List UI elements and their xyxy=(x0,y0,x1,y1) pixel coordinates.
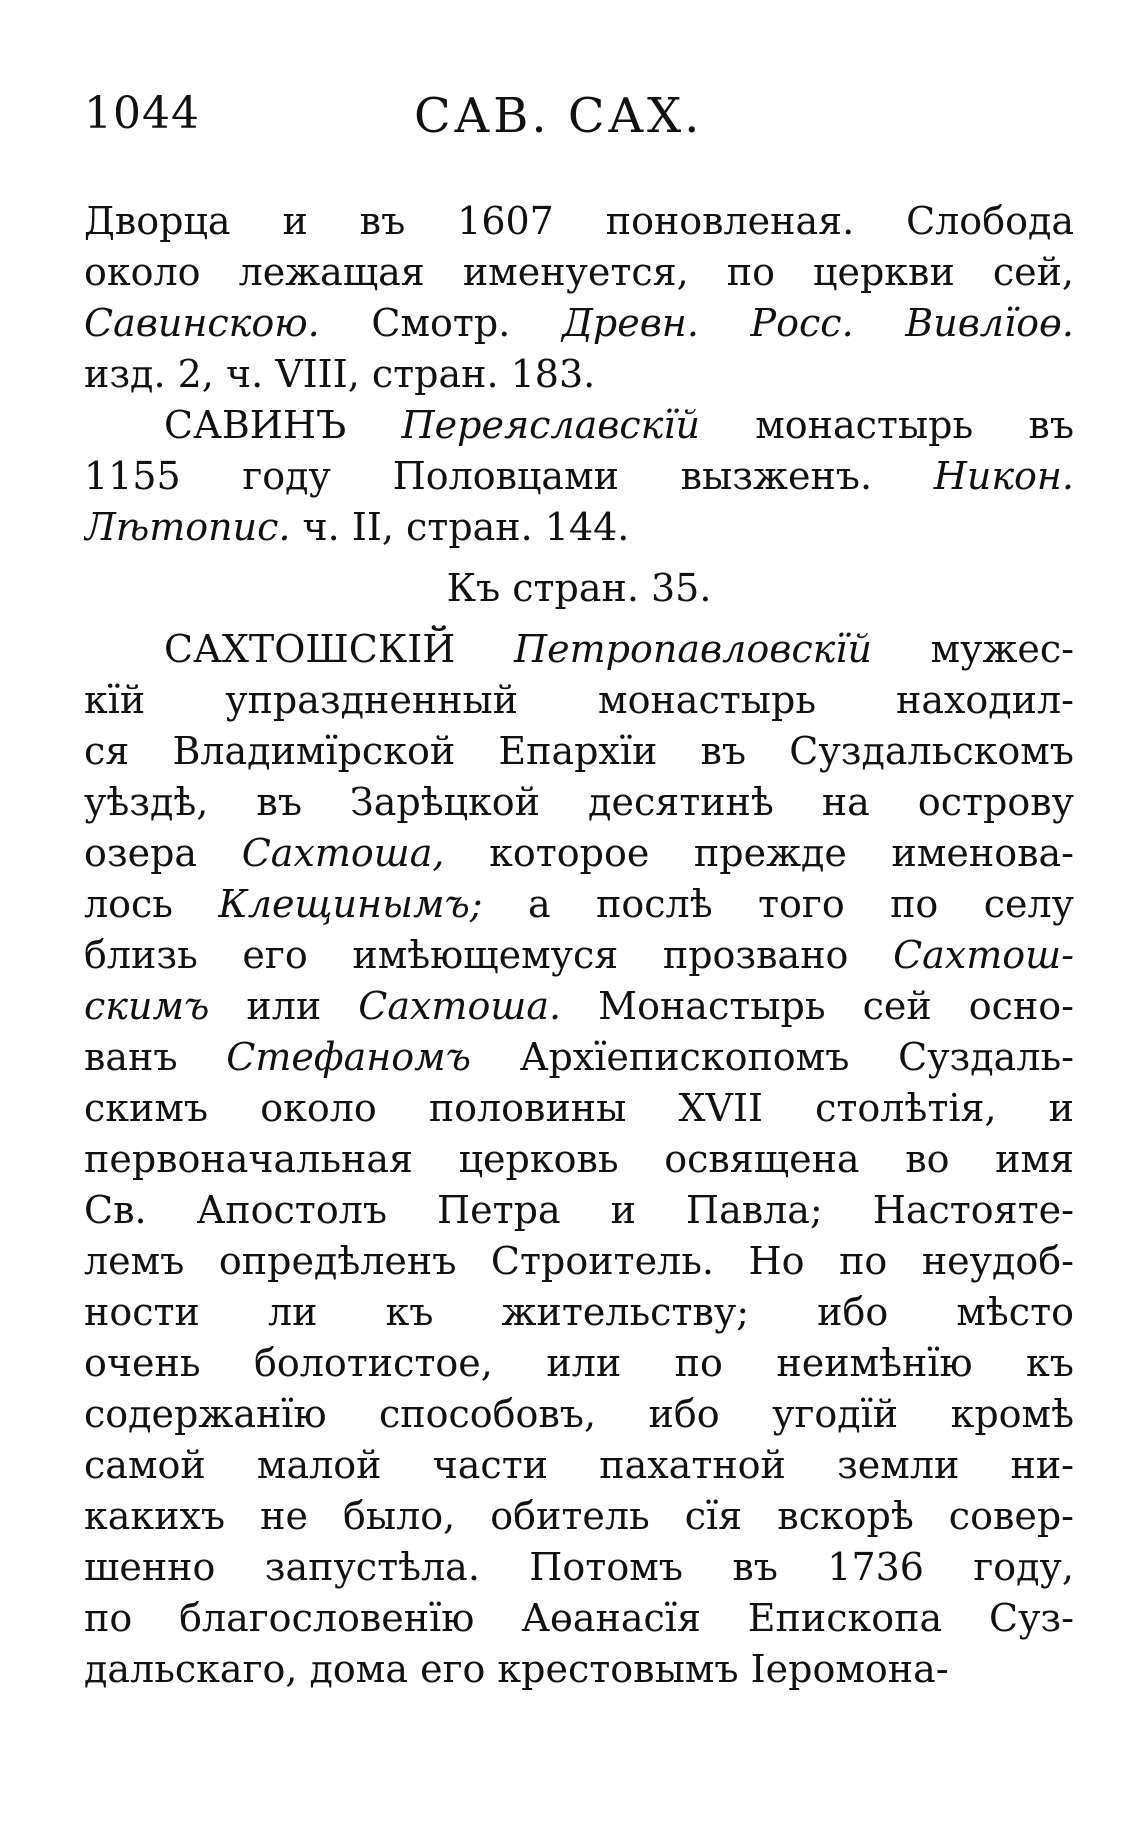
text-segment: Никон. xyxy=(933,454,1074,498)
text-line xyxy=(84,1440,1074,1491)
text-line xyxy=(84,726,1074,777)
text-segment: лось xyxy=(84,882,219,926)
text-segment: ванъ xyxy=(84,1035,227,1079)
text-segment: кїй упраздненный монастырь находил- xyxy=(84,678,1074,722)
text-line xyxy=(84,981,1074,1032)
text-segment: которое прежде именова- xyxy=(444,831,1074,875)
text-segment: САХТОШСКІЙ xyxy=(164,627,515,671)
text-line xyxy=(84,1185,1074,1236)
text-line xyxy=(84,828,1074,879)
page-header xyxy=(84,88,1056,158)
text-segment: 1155 году Половцами вызженъ. xyxy=(84,454,934,498)
text-segment: первоначальная церковь освящена во имя xyxy=(84,1137,1074,1181)
text-segment: Петропавловскїй xyxy=(514,627,872,671)
text-segment: Архїепископомъ Суздаль- xyxy=(471,1035,1074,1079)
text-line xyxy=(84,298,1074,349)
text-line xyxy=(84,1083,1074,1134)
text-segment: ности ли къ жительству; ибо мѣсто xyxy=(84,1290,1074,1334)
text-segment: близь его имѣющемуся прозвано xyxy=(84,933,894,977)
text-line xyxy=(84,1338,1074,1389)
text-line xyxy=(84,1287,1074,1338)
text-segment: Древн. Росс. Вивлїоө. xyxy=(561,301,1074,345)
text-segment: САВИНЪ xyxy=(164,403,402,447)
text-segment: Сахтош- xyxy=(893,933,1074,977)
text-segment: Сахтоша. xyxy=(358,984,562,1028)
text-line xyxy=(84,1593,1074,1644)
text-segment: лемъ опредѣленъ Строитель. Но по неудоб- xyxy=(84,1239,1074,1283)
running-head: САВ. САХ. xyxy=(414,88,703,144)
text-line xyxy=(84,349,1074,400)
text-segment: дальскаго, дома его крестовымъ Іеромона- xyxy=(84,1647,949,1691)
text-segment: уѣздѣ, въ Зарѣцкой десятинѣ на острову xyxy=(84,780,1074,824)
section-reference: Къ стран. 35. xyxy=(446,566,712,610)
text-segment: Лѣтопис. xyxy=(84,505,291,549)
text-line xyxy=(84,930,1074,981)
text-segment: какихъ не было, обитель сїя вскорѣ совер- xyxy=(84,1494,1074,1538)
text-segment: содержанїю способовъ, ибо угодїй кромѣ xyxy=(84,1392,1074,1436)
text-segment: около лежащая именуется, по церкви сей, xyxy=(84,250,1074,294)
text-segment: по благословенїю Аөанасїя Епископа Суз- xyxy=(84,1596,1074,1640)
text-line xyxy=(84,1032,1074,1083)
text-line xyxy=(84,400,1074,451)
text-segment: очень болотистое, или по неимѣнїю къ xyxy=(84,1341,1074,1385)
text-segment: а послѣ того по селу xyxy=(482,882,1074,926)
text-line xyxy=(84,1644,1074,1695)
text-line xyxy=(84,502,1074,553)
text-line xyxy=(84,777,1074,828)
text-line xyxy=(84,1542,1074,1593)
text-line xyxy=(84,624,1074,675)
text-line xyxy=(84,247,1074,298)
text-segment: Савинскою. xyxy=(84,301,320,345)
text-line xyxy=(84,1236,1074,1287)
text-segment: ч. II, стран. 144. xyxy=(290,505,630,549)
text-segment: Переяславскїй xyxy=(401,403,700,447)
text-line xyxy=(84,451,1074,502)
text-segment: самой малой части пахатной земли ни- xyxy=(84,1443,1074,1487)
text-line xyxy=(84,1491,1074,1542)
text-line xyxy=(84,1134,1074,1185)
text-line xyxy=(84,675,1074,726)
entry-savin-monastery xyxy=(84,400,1074,553)
entry-savino-dvorets xyxy=(84,196,1074,400)
text-segment: Сахтоша, xyxy=(241,831,445,875)
page-body xyxy=(84,196,1074,1695)
text-segment: Дворца и въ 1607 поновленая. Слобода xyxy=(84,199,1074,243)
text-segment: озера xyxy=(84,831,242,875)
page-number: 1044 xyxy=(84,88,200,139)
text-segment: Св. Апостолъ Петра и Павла; Настояте- xyxy=(84,1188,1074,1232)
text-segment: или xyxy=(209,984,359,1028)
text-line xyxy=(84,196,1074,247)
text-line xyxy=(84,879,1074,930)
text-segment: изд. 2, ч. VIII, стран. 183. xyxy=(84,352,596,396)
text-segment: ся Владимїрской Епархїи въ Суздальскомъ xyxy=(84,729,1074,773)
text-segment: монастырь въ xyxy=(699,403,1074,447)
text-segment: скимъ xyxy=(84,984,210,1028)
text-segment: Монастырь сей осно- xyxy=(561,984,1074,1028)
entry-sakhtoshskiy-monastery xyxy=(84,624,1074,1695)
text-segment: мужес- xyxy=(871,627,1074,671)
text-segment: Клещинымъ; xyxy=(218,882,483,926)
text-line xyxy=(84,1389,1074,1440)
text-segment: скимъ около половины XVII столѣтія, и xyxy=(84,1086,1074,1130)
text-segment: Смотр. xyxy=(319,301,562,345)
text-segment: шенно запустѣла. Потомъ въ 1736 году, xyxy=(84,1545,1074,1589)
text-segment: Стефаномъ xyxy=(226,1035,472,1079)
